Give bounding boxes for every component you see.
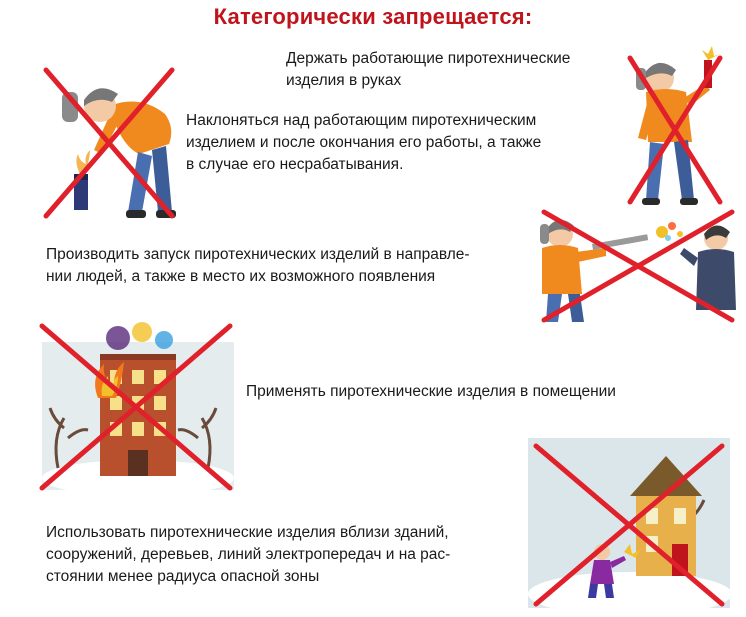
house-near-child-with-firework-icon bbox=[526, 434, 732, 612]
burning-building-icon bbox=[38, 318, 238, 494]
rule-line: стоянии менее радиуса опасной зоны bbox=[46, 568, 320, 585]
rule-line: изделием и после окончания его работы, а также bbox=[186, 134, 542, 151]
rule-line: Наклоняться над работающим пиротехническим bbox=[186, 112, 537, 129]
rule-near-buildings bbox=[46, 522, 510, 588]
rule-line: нии людей, а также в место их возможного появления bbox=[46, 268, 436, 285]
rule-line: Производить запуск пиротехнических изделий в направле- bbox=[46, 246, 470, 263]
rule-line: в случае его несрабатывания. bbox=[186, 156, 404, 173]
rule-bend-over bbox=[186, 110, 586, 176]
rule-aim-at-people bbox=[46, 244, 522, 288]
rule-line: изделия в руках bbox=[286, 72, 402, 89]
rule-line: Использовать пиротехнические изделия вблизи зданий, bbox=[46, 524, 449, 541]
rule-line: Применять пиротехнические изделия в помещении bbox=[246, 383, 616, 400]
rule-indoors bbox=[246, 381, 666, 403]
page-title: Категорически запрещается: bbox=[213, 4, 533, 29]
rule-hold-in-hands bbox=[286, 48, 616, 92]
rule-line: Держать работающие пиротехнические bbox=[286, 50, 571, 67]
man-holding-firework-icon bbox=[626, 46, 726, 208]
man-aiming-firework-at-person-icon bbox=[532, 208, 740, 326]
rule-line: сооружений, деревьев, линий электропередач и на рас- bbox=[46, 546, 451, 563]
man-bending-over-firework-icon bbox=[40, 66, 180, 222]
